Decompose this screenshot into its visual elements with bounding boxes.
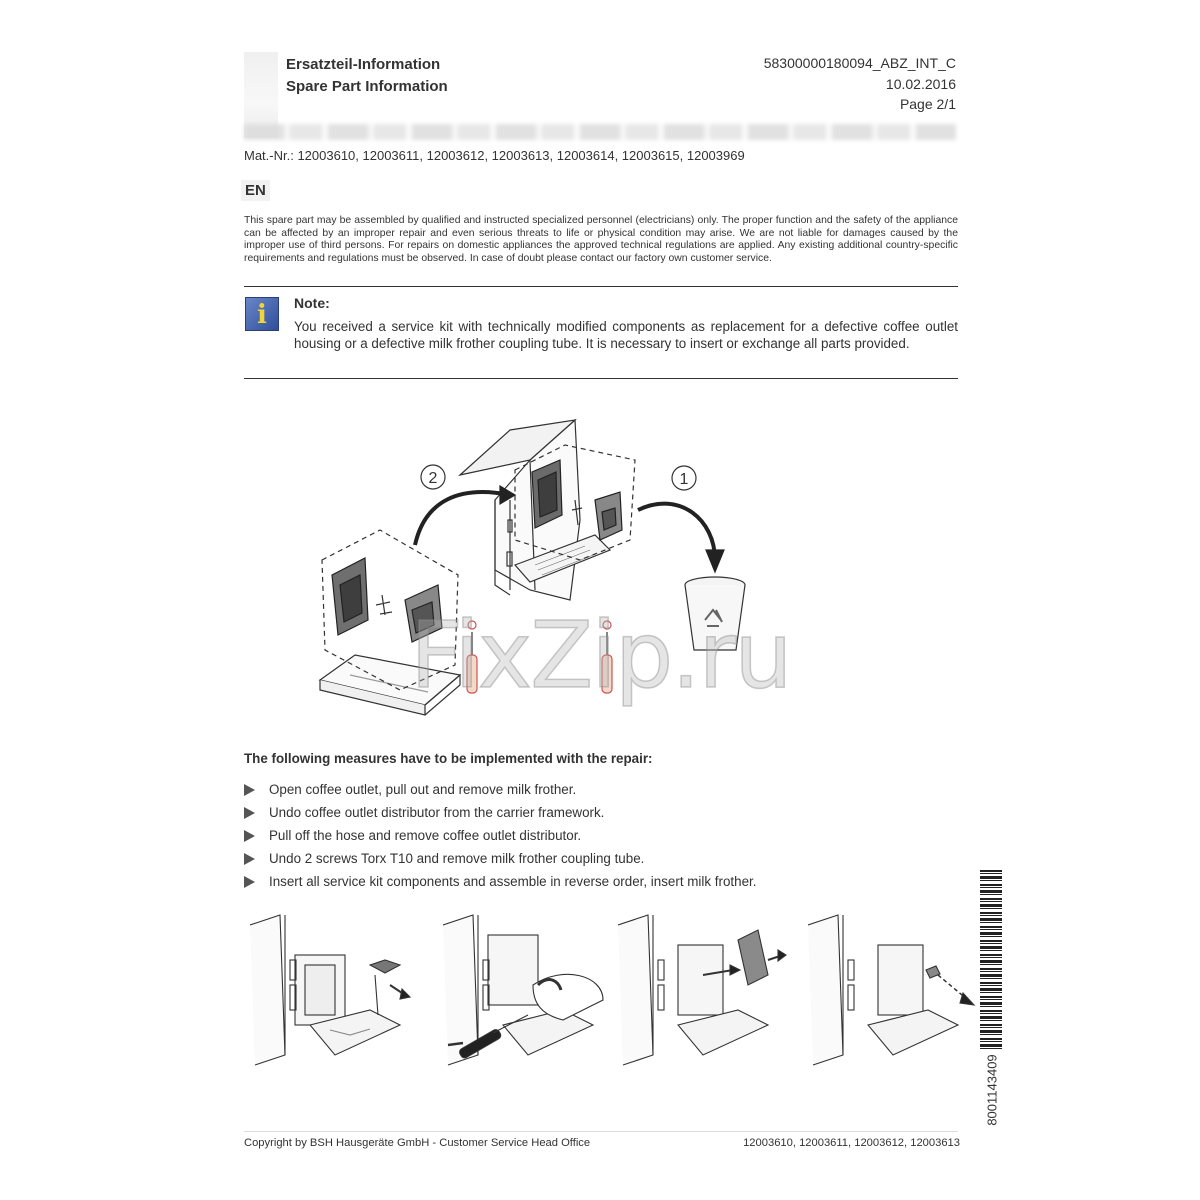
language-code: EN: [241, 180, 270, 201]
list-item: Undo coffee outlet distributor from the carrier framework.: [244, 801, 756, 824]
safety-disclaimer: This spare part may be assembled by qualified and instructed specialized personnel (electricians) only. The proper function and the safety of the appliance can be affected by an improper repair and even serious threats to life or physical condition may arise. We are not liable for damages caused by the improper use of third persons. For repairs on domestic appliances the approved technical regulations are applied. Any existing additional country-specific requirements and regulations must be observed. In case of doubt please contact our factory own customer service.: [244, 215, 958, 264]
step-illustration-pull-off-hose: [618, 905, 788, 1075]
list-item: Open coffee outlet, pull out and remove milk frother.: [244, 778, 756, 801]
list-item: Pull off the hose and remove coffee outlet distributor.: [244, 824, 756, 847]
milk-frother-tube-new: [376, 595, 392, 615]
triangle-bullet-icon: [244, 876, 255, 888]
coffee-outlet-housing-installed: [532, 460, 562, 528]
measures-list: [244, 778, 756, 893]
triangle-bullet-icon: [244, 830, 255, 842]
triangle-bullet-icon: [244, 853, 255, 865]
measures-heading: The following measures have to be implemented with the repair:: [244, 751, 653, 766]
triangle-bullet-icon: [244, 784, 255, 796]
note-top-rule: [244, 286, 958, 287]
blurred-header-line: [244, 124, 956, 140]
document-id: 58300000180094_ABZ_INT_C: [763, 55, 956, 71]
note-bottom-rule: [244, 378, 958, 379]
page-number: Page 2/1: [899, 96, 956, 112]
coupling-tube-old: [595, 492, 622, 540]
watermark-text: FixZip.ru: [410, 602, 791, 709]
step-illustration-undo-distributor: [443, 905, 613, 1075]
list-item: Insert all service kit components and assemble in reverse order, insert milk frother.: [244, 870, 756, 893]
footer-copyright: Copyright by BSH Hausgeräte GmbH - Customer Service Head Office: [244, 1137, 591, 1149]
note-label: Note:: [294, 295, 330, 311]
barcode: [980, 870, 1002, 1050]
info-icon: i: [245, 297, 279, 331]
step-1-label: 1: [679, 471, 689, 488]
step-illustration-remove-coupling-tube: [808, 905, 978, 1075]
coffee-outlet-housing-new: [332, 558, 368, 635]
title-german: Ersatzteil-Information: [286, 56, 441, 73]
material-numbers: Mat.-Nr.: 12003610, 12003611, 12003612, 12003613, 12003614, 12003615, 12003969: [244, 148, 745, 163]
list-item: Undo 2 screws Torx T10 and remove milk frother coupling tube.: [244, 847, 756, 870]
document-date: 10.02.2016: [885, 76, 956, 92]
note-text: You received a service kit with technically modified components as replacement for a defective coffee outlet housing or a defective milk frother coupling tube. It is necessary to insert or exchange all parts provided.: [294, 319, 958, 351]
step-illustration-remove-milk-frother: [250, 905, 420, 1075]
footer-material-numbers: 12003610, 12003611, 12003612, 12003613: [743, 1137, 960, 1149]
barcode-number: 8001143409: [984, 1054, 1000, 1126]
step-2-label: 2: [428, 470, 438, 487]
footer-rule: [244, 1131, 958, 1132]
triangle-bullet-icon: [244, 807, 255, 819]
title-english: Spare Part Information: [286, 78, 448, 95]
